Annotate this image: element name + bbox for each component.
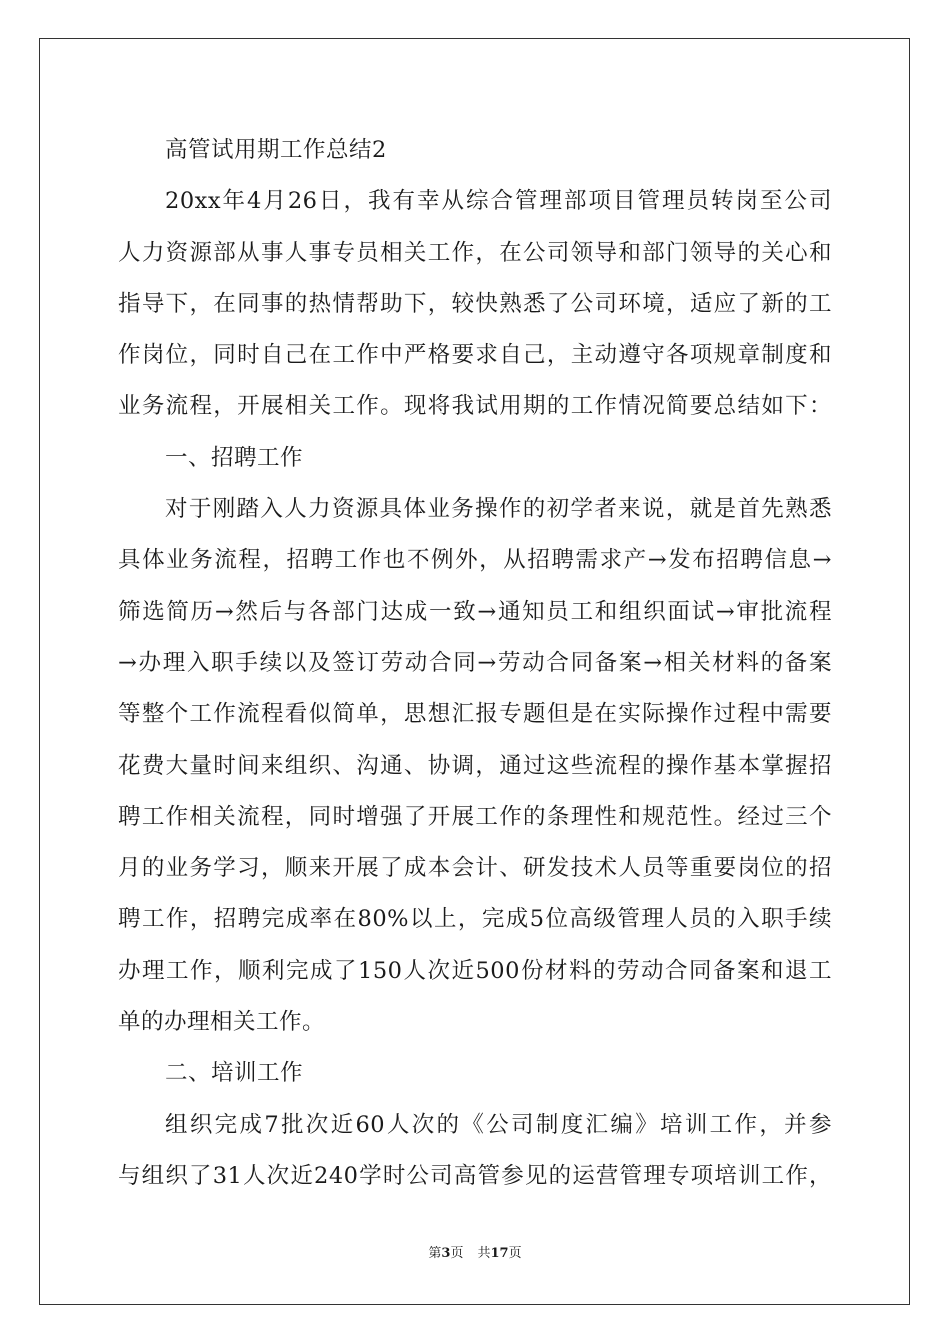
paragraph-line: 指导下，在同事的热情帮助下，较快熟悉了公司环境，适应了新的工	[118, 290, 832, 317]
page-footer	[0, 1242, 950, 1261]
paragraph-line: 单的办理相关工作。	[118, 1009, 326, 1036]
section-heading-training: 二、培训工作	[165, 1060, 304, 1087]
paragraph-line: 具体业务流程，招聘工作也不例外，从招聘需求产→发布招聘信息→	[118, 547, 832, 574]
paragraph-line: 花费大量时间来组织、沟通、协调，通过这些流程的操作基本掌握招	[118, 752, 832, 779]
paragraph-line: 与组织了31人次近240学时公司高管参见的运营管理专项培训工作，	[118, 1162, 832, 1189]
paragraph-line: 作岗位，同时自己在工作中严格要求自己，主动遵守各项规章制度和	[118, 342, 832, 369]
paragraph-line: 聘工作，招聘完成率在80%以上，完成5位高级管理人员的入职手续	[118, 906, 832, 933]
paragraph-line: 业务流程，开展相关工作。现将我试用期的工作情况简要总结如下：	[118, 393, 832, 420]
paragraph-line: 办理工作，顺利完成了150人次近500份材料的劳动合同备案和退工	[118, 957, 832, 984]
footer-page-suffix: 页	[450, 1246, 464, 1261]
document-body	[118, 125, 832, 1202]
footer-page-total: 17	[490, 1246, 509, 1261]
paragraph-line: →办理入职手续以及签订劳动合同→劳动合同备案→相关材料的备案	[118, 649, 832, 676]
footer-total-suffix: 页	[508, 1246, 522, 1261]
paragraph-line: 对于刚踏入人力资源具体业务操作的初学者来说，就是首先熟悉	[165, 496, 832, 523]
footer-total-prefix: 共	[477, 1246, 491, 1261]
section-heading-recruitment: 一、招聘工作	[165, 444, 304, 471]
paragraph-line: 等整个工作流程看似简单，思想汇报专题但是在实际操作过程中需要	[118, 701, 832, 728]
paragraph-line: 组织完成7批次近60人次的《公司制度汇编》培训工作，并参	[165, 1111, 832, 1138]
footer-page-prefix: 第	[428, 1246, 442, 1261]
paragraph-line: 筛选简历→然后与各部门达成一致→通知员工和组织面试→审批流程	[118, 598, 832, 625]
paragraph-line: 人力资源部从事人事专员相关工作，在公司领导和部门领导的关心和	[118, 239, 832, 266]
document-title: 高管试用期工作总结2	[165, 137, 387, 163]
paragraph-line: 聘工作相关流程，同时增强了开展工作的条理性和规范性。经过三个	[118, 803, 832, 830]
paragraph-line: 20xx年4月26日，我有幸从综合管理部项目管理员转岗至公司	[165, 188, 832, 215]
paragraph-line: 月的业务学习，顺来开展了成本会计、研发技术人员等重要岗位的招	[118, 855, 832, 882]
footer-page-current: 3	[441, 1246, 451, 1261]
